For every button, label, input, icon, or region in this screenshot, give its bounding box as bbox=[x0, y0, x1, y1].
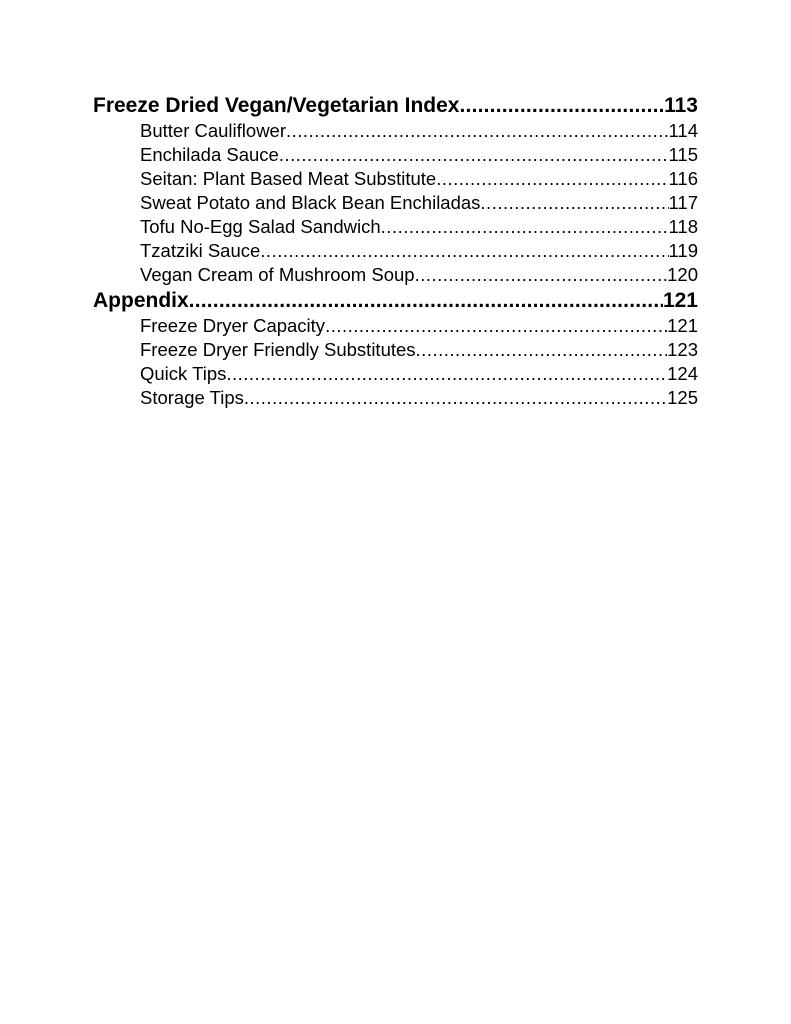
dot-leader bbox=[279, 143, 669, 167]
toc-entry-page: 115 bbox=[668, 144, 698, 165]
toc-entry[interactable] bbox=[93, 263, 698, 287]
toc-entry[interactable] bbox=[93, 239, 698, 263]
toc-entry[interactable] bbox=[93, 143, 698, 167]
toc-entry-title: Quick Tips bbox=[140, 363, 227, 384]
table-of-contents bbox=[93, 92, 698, 410]
dot-leader bbox=[460, 92, 665, 119]
toc-entry-page: 121 bbox=[667, 315, 698, 336]
toc-entry-title: Vegan Cream of Mushroom Soup bbox=[140, 264, 415, 285]
toc-entry-title: Sweat Potato and Black Bean Enchiladas bbox=[140, 192, 481, 213]
toc-heading-title: Appendix bbox=[93, 289, 189, 312]
toc-entry[interactable] bbox=[93, 191, 698, 215]
dot-leader bbox=[226, 362, 667, 386]
toc-entry-page: 116 bbox=[668, 168, 698, 189]
toc-entry-title: Freeze Dryer Capacity bbox=[140, 315, 326, 336]
toc-entry[interactable] bbox=[93, 314, 698, 338]
toc-section-vegan-vegetarian bbox=[93, 92, 698, 287]
toc-entry-title: Storage Tips bbox=[140, 387, 244, 408]
dot-leader bbox=[381, 215, 669, 239]
toc-entry-title: Tofu No-Egg Salad Sandwich bbox=[140, 216, 381, 237]
toc-entry-page: 119 bbox=[668, 240, 698, 261]
toc-entry-page: 117 bbox=[668, 192, 698, 213]
dot-leader bbox=[325, 314, 667, 338]
dot-leader bbox=[436, 167, 668, 191]
dot-leader bbox=[286, 119, 668, 143]
toc-entry-page: 114 bbox=[668, 120, 698, 141]
toc-heading-page: 113 bbox=[664, 94, 698, 117]
toc-entry-title: Tzatziki Sauce bbox=[140, 240, 261, 261]
toc-entry[interactable] bbox=[93, 362, 698, 386]
toc-entry-title: Freeze Dryer Friendly Substitutes bbox=[140, 339, 416, 360]
toc-entry[interactable] bbox=[93, 167, 698, 191]
dot-leader bbox=[189, 287, 663, 314]
dot-leader bbox=[416, 338, 668, 362]
dot-leader bbox=[244, 386, 667, 410]
toc-entry[interactable] bbox=[93, 215, 698, 239]
toc-entry-title: Butter Cauliflower bbox=[140, 120, 287, 141]
toc-entry[interactable] bbox=[93, 386, 698, 410]
toc-entry[interactable] bbox=[93, 119, 698, 143]
toc-entry-title: Enchilada Sauce bbox=[140, 144, 279, 165]
toc-entry-page: 125 bbox=[667, 387, 698, 408]
toc-heading[interactable] bbox=[93, 287, 698, 314]
dot-leader bbox=[480, 191, 668, 215]
toc-entry[interactable] bbox=[93, 338, 698, 362]
toc-heading-page: 121 bbox=[662, 289, 698, 312]
toc-entry-page: 123 bbox=[667, 339, 698, 360]
toc-entry-page: 118 bbox=[668, 216, 698, 237]
toc-section-appendix bbox=[93, 287, 698, 410]
dot-leader bbox=[260, 239, 668, 263]
toc-entry-page: 124 bbox=[667, 363, 698, 384]
toc-heading[interactable] bbox=[93, 92, 698, 119]
dot-leader bbox=[415, 263, 668, 287]
toc-entry-page: 120 bbox=[667, 264, 698, 285]
toc-entry-title: Seitan: Plant Based Meat Substitute bbox=[140, 168, 437, 189]
toc-heading-title: Freeze Dried Vegan/Vegetarian Index bbox=[93, 94, 460, 117]
